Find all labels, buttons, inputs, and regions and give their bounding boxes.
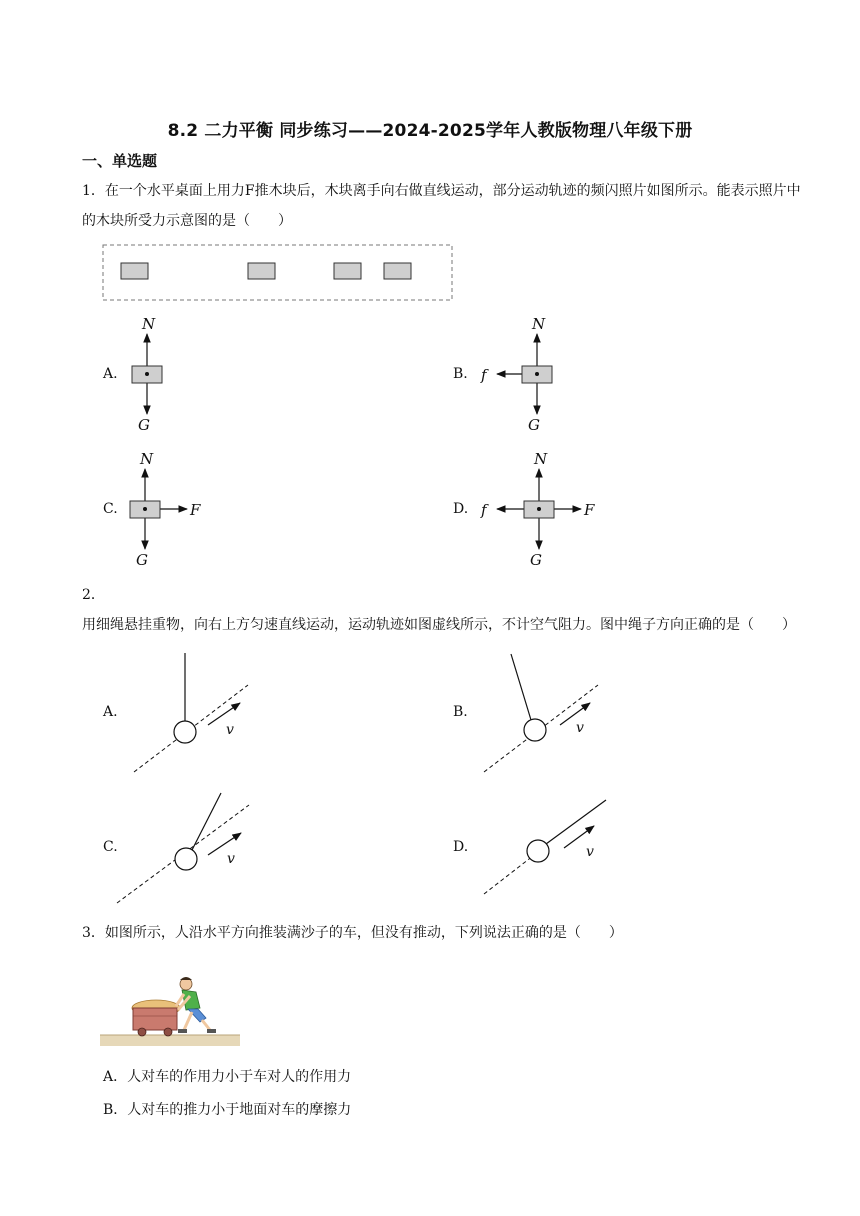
label-g: G <box>528 416 540 434</box>
strobe-photo-figure <box>100 242 456 304</box>
q3-choice-a-letter: A． <box>103 1069 128 1085</box>
weight-ball <box>174 721 196 743</box>
q1-option-a-label[interactable]: A. <box>103 366 118 382</box>
label-f-push: F <box>584 501 595 519</box>
label-v: v <box>576 720 584 736</box>
q3-choice-b-text: 人对车的推力小于地面对车的摩擦力 <box>127 1102 352 1118</box>
label-v: v <box>226 722 234 738</box>
cart-wheel-right <box>164 1028 172 1036</box>
center-point <box>537 507 541 511</box>
velocity-arrow <box>208 833 241 855</box>
person-pushing-cart-illustration <box>100 972 242 1048</box>
q1-option-c-diagram <box>115 447 215 571</box>
q1-option-b-label[interactable]: B. <box>453 366 468 382</box>
q2-option-d-label[interactable]: D. <box>453 839 469 855</box>
block-position-4 <box>384 263 411 279</box>
q2-option-d-diagram <box>480 790 615 900</box>
ground <box>100 1035 240 1046</box>
center-point <box>145 372 149 376</box>
q2-option-b-diagram <box>480 650 605 778</box>
question-3-text <box>82 918 812 948</box>
label-g: G <box>136 551 148 569</box>
q2-option-c-diagram <box>113 785 258 909</box>
section-heading: 一、单选题 <box>82 152 158 170</box>
q1-option-d-diagram <box>475 447 605 571</box>
weight-ball <box>524 719 546 741</box>
rope <box>546 800 606 844</box>
weight-ball <box>527 840 549 862</box>
q2-option-a-label[interactable]: A. <box>103 704 118 720</box>
question-1-stem: 在一个水平桌面上用力F推木块后，木块离手向右做直线运动，部分运动轨迹的频闪照片如图所示。能表示照片中的木块所受力示意图的是（ ） <box>82 183 801 229</box>
q3-choice-b[interactable] <box>103 1099 351 1119</box>
label-n: N <box>142 315 156 333</box>
label-n: N <box>140 450 154 468</box>
velocity-arrow <box>560 703 590 725</box>
question-2-text <box>82 580 812 640</box>
label-n: N <box>532 315 546 333</box>
q3-choice-b-letter: B． <box>103 1102 128 1118</box>
q3-choice-a[interactable] <box>103 1066 351 1086</box>
question-1-text <box>82 176 812 236</box>
velocity-arrow <box>208 703 240 725</box>
q2-option-a-diagram <box>130 650 255 778</box>
label-g: G <box>530 551 542 569</box>
rope <box>192 793 221 850</box>
question-3-number: 3． <box>82 925 105 941</box>
q1-option-c-label[interactable]: C. <box>103 501 118 517</box>
question-2-stem: 用细绳悬挂重物，向右上方匀速直线运动，运动轨迹如图虚线所示，不计空气阻力。图中绳子方向正确的是（ ） <box>82 617 796 633</box>
q3-choice-a-text: 人对车的作用力小于车对人的作用力 <box>127 1069 352 1085</box>
weight-ball <box>175 848 197 870</box>
label-v: v <box>227 851 235 867</box>
q2-option-b-label[interactable]: B. <box>453 704 468 720</box>
block-position-1 <box>121 263 148 279</box>
block-position-3 <box>334 263 361 279</box>
center-point <box>143 507 147 511</box>
cart <box>133 1008 177 1030</box>
question-2-number: 2． <box>82 587 105 603</box>
q1-option-b-diagram <box>475 312 565 436</box>
block-position-2 <box>248 263 275 279</box>
center-point <box>535 372 539 376</box>
cart-wheel-left <box>138 1028 146 1036</box>
label-v: v <box>586 844 594 860</box>
page-title: 8.2 二力平衡 同步练习——2024-2025学年人教版物理八年级下册 <box>167 121 693 141</box>
question-1-number: 1． <box>82 183 105 199</box>
question-3-stem: 如图所示，人沿水平方向推装满沙子的车，但没有推动，下列说法正确的是（ ） <box>104 925 623 941</box>
rope <box>511 654 531 720</box>
q2-option-c-label[interactable]: C. <box>103 839 118 855</box>
q1-option-d-label[interactable]: D. <box>453 501 469 517</box>
label-n: N <box>534 450 548 468</box>
label-f: f <box>481 501 487 519</box>
label-f-push: F <box>190 501 201 519</box>
label-g: G <box>138 416 150 434</box>
q1-option-a-diagram <box>115 312 185 436</box>
label-f: f <box>481 366 487 384</box>
